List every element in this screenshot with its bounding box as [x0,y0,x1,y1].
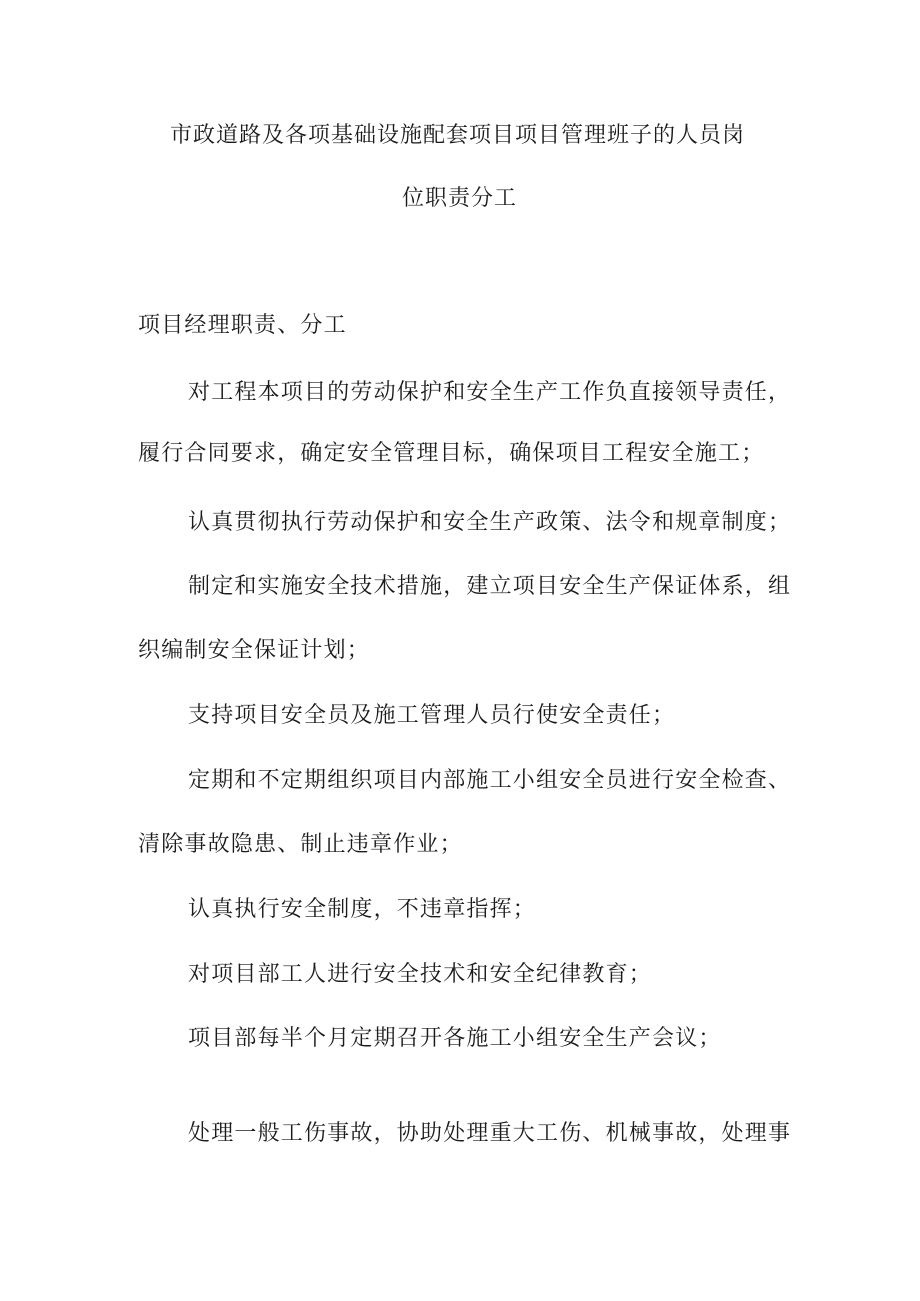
paragraph-line: 制定和实施安全技术措施，建立项目安全生产保证体系，组 [188,574,792,599]
title-line-1: 市政道路及各项基础设施配套项目项目管理班子的人员岗 [170,123,746,148]
paragraph-line: 支持项目安全员及施工管理人员行使安全责任； [188,703,676,728]
paragraph-line: 织编制安全保证计划； [138,638,371,663]
paragraph-line: 清除事故隐患、制止违章作业； [138,832,463,857]
paragraph-line: 履行合同要求，确定安全管理目标，确保项目工程安全施工； [138,441,765,466]
paragraph-line: 对项目部工人进行安全技术和安全纪律教育； [188,962,653,987]
paragraph-line: 定期和不定期组织项目内部施工小组安全员进行安全检查、 [188,768,792,793]
section-heading: 项目经理职责、分工 [138,313,347,338]
paragraph-line: 认真执行安全制度，不违章指挥； [188,897,537,922]
paragraph-line: 处理一般工伤事故，协助处理重大工伤、机械事故，处理事 [188,1121,792,1146]
paragraph-line: 项目部每半个月定期召开各施工小组安全生产会议； [188,1026,722,1051]
title-line-2: 位职责分工 [402,186,518,211]
paragraph-line: 认真贯彻执行劳动保护和安全生产政策、法令和规章制度； [188,510,792,535]
paragraph-line: 对工程本项目的劳动保护和安全生产工作负直接领导责任， [188,380,792,405]
